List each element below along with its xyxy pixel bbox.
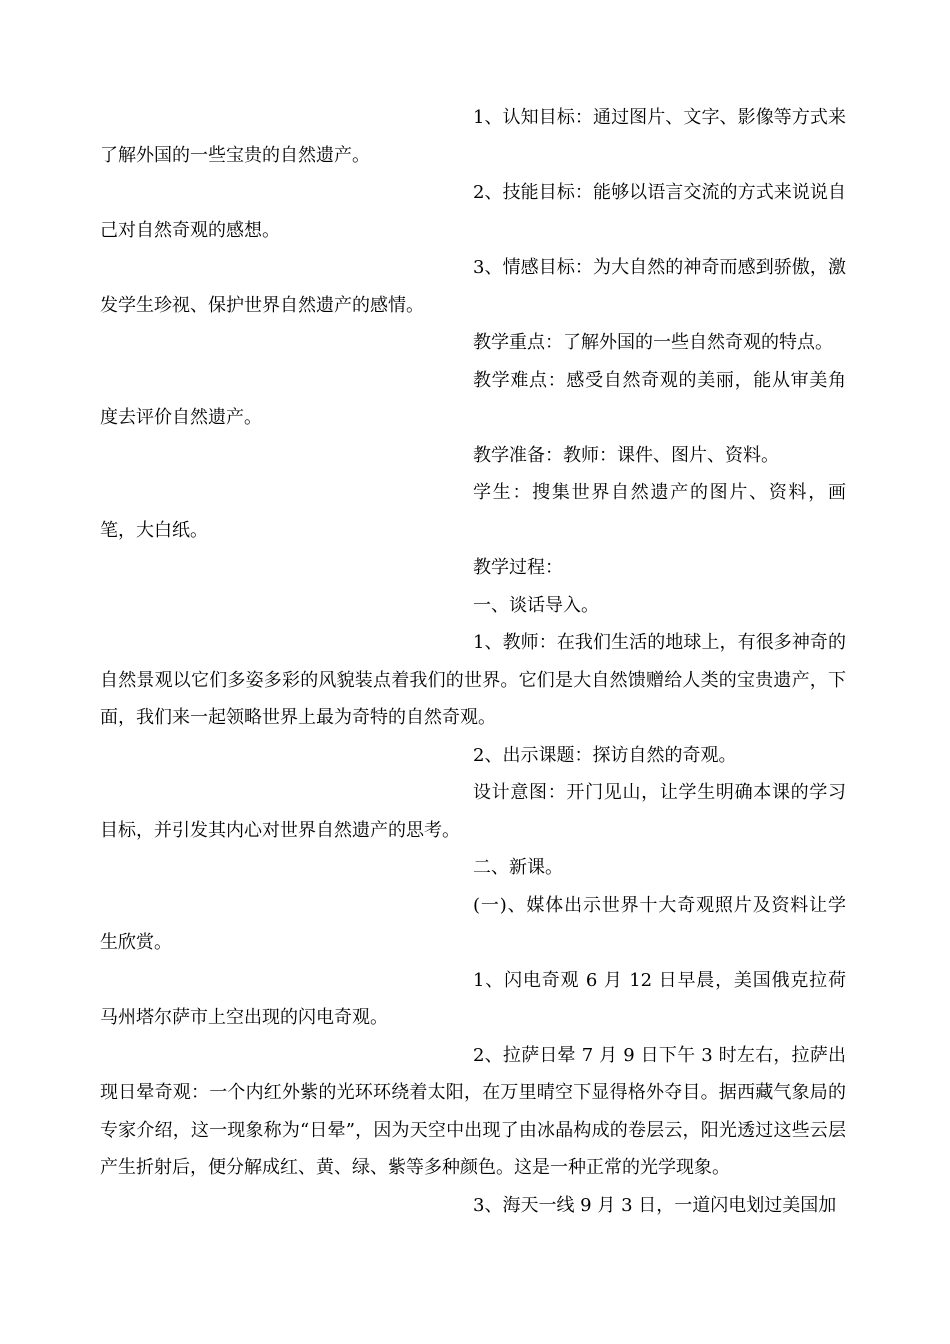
media-display-paragraph: (一)、媒体出示世界十大奇观照片及资料让学生欣赏。 <box>100 894 846 953</box>
teaching-difficulty-paragraph: 教学难点：感受自然奇观的美丽，能从审美角度去评价自然遗产。 <box>100 369 846 428</box>
skill-objective-paragraph: 2、技能目标：能够以语言交流的方式来说说自己对自然奇观的感想。 <box>100 182 846 241</box>
student-preparation-paragraph: 学生：搜集世界自然遗产的图片、资料，画笔，大白纸。 <box>100 482 846 541</box>
introduction-heading: 一、谈话导入。 <box>473 594 599 616</box>
show-topic-paragraph: 2、出示课题：探访自然的奇观。 <box>473 744 737 766</box>
teaching-focus-paragraph: 教学重点：了解外国的一些自然奇观的特点。 <box>473 332 833 353</box>
emotional-objective-paragraph: 3、情感目标：为大自然的神奇而感到骄傲，激发学生珍视、保护世界自然遗产的感情。 <box>100 257 846 316</box>
teacher-intro-paragraph: 1、教师：在我们生活的地球上，有很多神奇的自然景观以它们多姿多彩的风貌装点着我们的世界。它们是大自然馈赠给人类的宝贵遗产，下面，我们来一起领略世界上最为奇特的自然奇观。 <box>100 632 846 728</box>
design-intent-paragraph: 设计意图：开门见山，让学生明确本课的学习目标，并引发其内心对世界自然遗产的思考。 <box>100 782 846 841</box>
new-lesson-heading: 二、新课。 <box>473 857 563 878</box>
lightning-wonder-paragraph: 1、闪电奇观 6 月 12 日早晨，美国俄克拉荷马州塔尔萨市上空出现的闪电奇观。 <box>100 969 846 1028</box>
document-body <box>100 99 846 1224</box>
sea-sky-line-paragraph: 3、海天一线 9 月 3 日，一道闪电划过美国加 <box>473 1194 837 1216</box>
teaching-process-heading: 教学过程： <box>473 557 563 578</box>
lhasa-halo-paragraph: 2、拉萨日晕 7 月 9 日下午 3 时左右，拉萨出现日晕奇观：一个内红外紫的光环环绕着太阳，在万里晴空下显得格外夺目。据西藏气象局的专家介绍，这一现象称为“日晕”，因为天空中出现了由冰晶构成的卷层云，阳光透过这些云层产生折射后，便分解成红、黄、绿、紫等多种颜色。这是一种正常的光学现象。 <box>100 1044 846 1178</box>
teacher-preparation-paragraph: 教学准备：教师：课件、图片、资料。 <box>473 444 779 466</box>
cognitive-objective-paragraph: 1、认知目标：通过图片、文字、影像等方式来了解外国的一些宝贵的自然遗产。 <box>100 107 846 166</box>
